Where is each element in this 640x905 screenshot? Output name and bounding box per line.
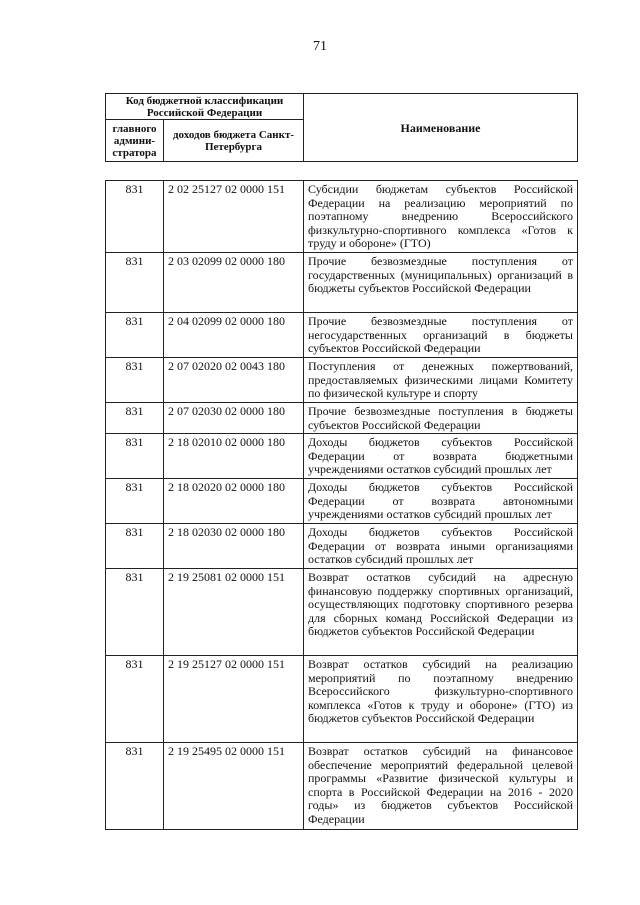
table-row — [106, 434, 578, 479]
table-row — [106, 358, 578, 403]
table-row — [106, 569, 578, 656]
income-code-cell: 2 18 02030 02 0000 180 — [164, 524, 304, 569]
table-row — [106, 656, 578, 743]
header-admin: главного админи-стратора — [106, 120, 164, 162]
admin-code-cell: 831 — [106, 181, 164, 253]
name-cell: Субсидии бюджетам субъектов Российской Федерации на реализацию мероприятий по поэтапному внедрению Всероссийского физкультурно-спортивного комплекса «Готов к труду и обороне» (ГТО) — [304, 181, 578, 253]
name-cell: Доходы бюджетов субъектов Российской Федерации от возврата иными организациями остатков субсидий прошлых лет — [304, 524, 578, 569]
name-cell: Прочие безвозмездные поступления от государственных (муниципальных) организаций в бюджеты субъектов Российской Федерации — [304, 253, 578, 313]
admin-code-cell: 831 — [106, 434, 164, 479]
admin-code-cell: 831 — [106, 743, 164, 830]
name-cell: Доходы бюджетов субъектов Российской Федерации от возврата автономными учреждениями остатков субсидий прошлых лет — [304, 479, 578, 524]
table-row — [106, 743, 578, 830]
table-row — [106, 313, 578, 358]
name-cell: Прочие безвозмездные поступления от негосударственных организаций в бюджеты субъектов Российской Федерации — [304, 313, 578, 358]
name-cell: Возврат остатков субсидий на адресную финансовую поддержку спортивных организаций, осуществляющих подготовку спортивного резерва для сборных команд Российской Федерации из бюджетов субъектов Российской Федерации — [304, 569, 578, 656]
admin-code-cell: 831 — [106, 403, 164, 434]
income-code-cell: 2 18 02010 02 0000 180 — [164, 434, 304, 479]
header-name: Наименование — [304, 94, 578, 162]
table-row — [106, 479, 578, 524]
income-code-cell: 2 18 02020 02 0000 180 — [164, 479, 304, 524]
income-code-cell: 2 02 25127 02 0000 151 — [164, 181, 304, 253]
income-code-cell: 2 03 02099 02 0000 180 — [164, 253, 304, 313]
name-cell: Прочие безвозмездные поступления в бюджеты субъектов Российской Федерации — [304, 403, 578, 434]
admin-code-cell: 831 — [106, 524, 164, 569]
table-header — [105, 93, 578, 162]
header-income: доходов бюджета Санкт-Петербурга — [164, 120, 304, 162]
table-row — [106, 403, 578, 434]
admin-code-cell: 831 — [106, 313, 164, 358]
page-number: 71 — [313, 39, 327, 54]
admin-code-cell: 831 — [106, 479, 164, 524]
admin-code-cell: 831 — [106, 358, 164, 403]
codes-table — [105, 180, 578, 830]
income-code-cell: 2 19 25127 02 0000 151 — [164, 656, 304, 743]
name-cell: Поступления от денежных пожертвований, предоставляемых физическими лицами Комитету по физической культуре и спорту — [304, 358, 578, 403]
admin-code-cell: 831 — [106, 253, 164, 313]
name-cell: Возврат остатков субсидий на реализацию мероприятий по поэтапному внедрению Всероссийского физкультурно-спортивного комплекса «Готов к труду и обороне» (ГТО) из бюджетов субъектов Российской Федерации — [304, 656, 578, 743]
table-row — [106, 524, 578, 569]
table-row — [106, 181, 578, 253]
income-code-cell: 2 19 25495 02 0000 151 — [164, 743, 304, 830]
name-cell: Возврат остатков субсидий на финансовое обеспечение мероприятий федеральной целевой программы «Развитие физической культуры и спорта в Российской Федерации на 2016 - 2020 годы» из бюджетов субъектов Российской Федерации — [304, 743, 578, 830]
table-row — [106, 253, 578, 313]
income-code-cell: 2 07 02030 02 0000 180 — [164, 403, 304, 434]
income-code-cell: 2 19 25081 02 0000 151 — [164, 569, 304, 656]
header-group-title: Код бюджетной классификации Российской Федерации — [106, 94, 304, 120]
admin-code-cell: 831 — [106, 656, 164, 743]
admin-code-cell: 831 — [106, 569, 164, 656]
income-code-cell: 2 07 02020 02 0043 180 — [164, 358, 304, 403]
name-cell: Доходы бюджетов субъектов Российской Федерации от возврата бюджетными учреждениями остатков субсидий прошлых лет — [304, 434, 578, 479]
income-code-cell: 2 04 02099 02 0000 180 — [164, 313, 304, 358]
